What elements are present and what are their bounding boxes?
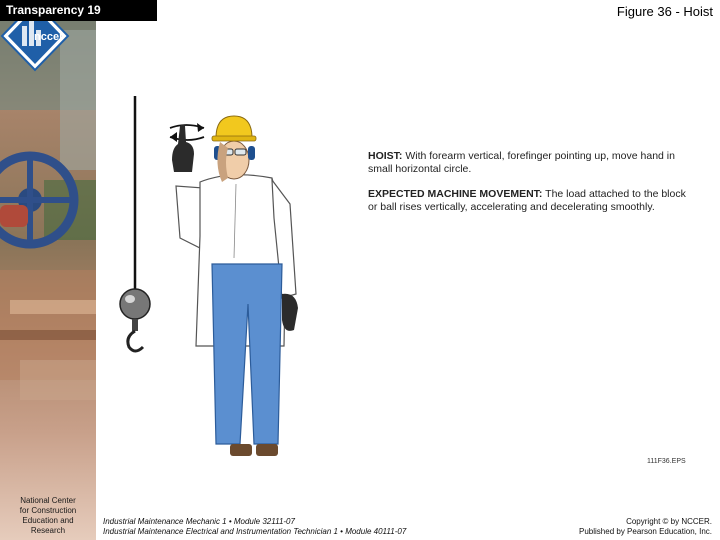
sidebar-background-photo — [0, 0, 96, 540]
movement-label: EXPECTED MACHINE MOVEMENT: — [368, 188, 543, 200]
org-name-line: for Construction — [19, 506, 77, 515]
hoist-signal-illustration — [108, 88, 328, 468]
org-name-line: Research — [30, 526, 66, 535]
org-name-line: National Center — [20, 496, 76, 505]
work-boot — [230, 444, 252, 456]
hoist-label: HOIST: — [368, 150, 403, 162]
nccer-logo-text: nccer — [34, 31, 64, 43]
module-line: Industrial Maintenance Electrical and Instrumentation Technician 1 • Module 40111-07 — [103, 527, 407, 536]
org-name-line: Education and — [22, 516, 74, 525]
gloved-hand-pointing-up — [172, 125, 194, 173]
copyright-line: Published by Pearson Education, Inc. — [579, 527, 712, 536]
gloved-hand — [282, 294, 298, 331]
copyright-line: Copyright © by NCCER. — [626, 517, 712, 526]
transparency-label: Transparency 19 — [0, 0, 157, 21]
movement-explanation — [368, 188, 698, 214]
organization-name — [0, 496, 96, 536]
movement-text: The load attached to the block or ball rises vertically, accelerating and decelerating smoothly. — [368, 188, 686, 213]
signal-description — [368, 150, 698, 226]
figure-code: 111F36.EPS — [647, 458, 686, 465]
module-references — [103, 517, 406, 537]
industrial-valve-photo — [0, 0, 96, 540]
headache-ball — [120, 289, 150, 319]
copyright-notice — [579, 517, 712, 537]
figure-title: Figure 36 - Hoist — [616, 4, 713, 19]
module-line: Industrial Maintenance Mechanic 1 • Module 32111-07 — [103, 517, 295, 526]
blue-jeans — [212, 264, 282, 444]
hoist-instruction — [368, 150, 698, 176]
crane-hook — [128, 331, 143, 351]
hard-hat — [216, 116, 252, 138]
hoist-text: With forearm vertical, forefinger pointing up, move hand in small horizontal circle. — [368, 150, 675, 175]
